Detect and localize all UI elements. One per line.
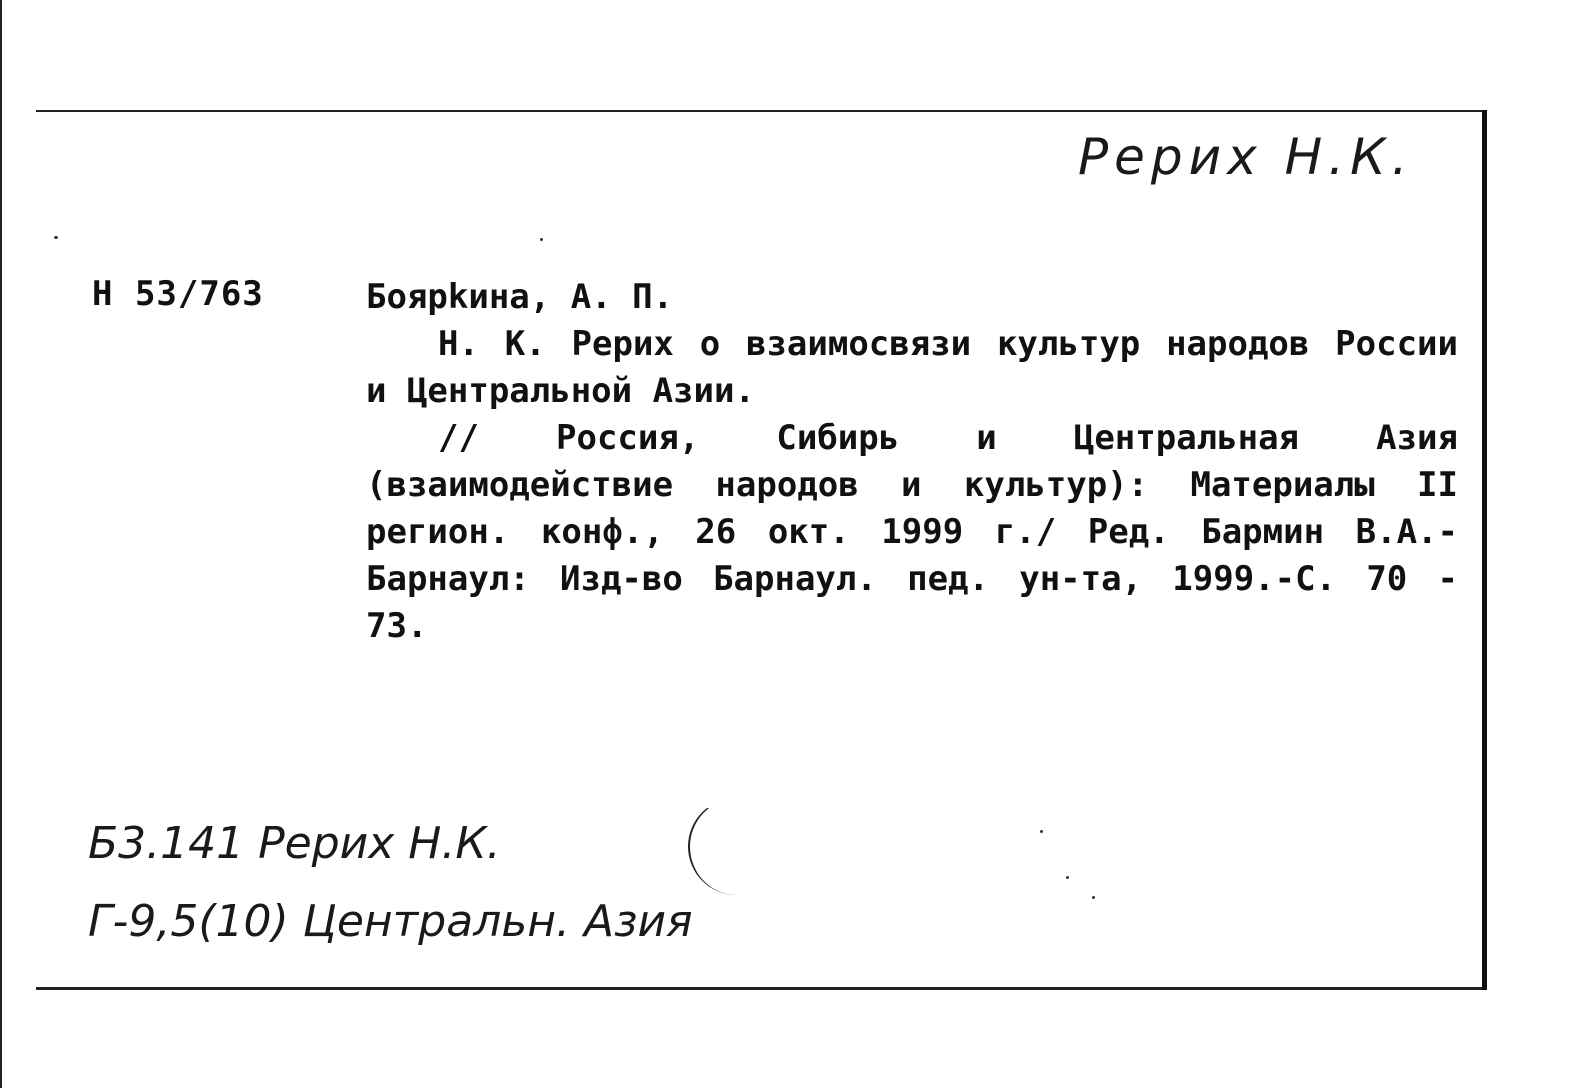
scan-speck [1040, 830, 1043, 833]
handwritten-heading: Рерих Н.К. [1078, 128, 1414, 186]
entry-source: // Россия, Сибирь и Центральная Азия (взаимодействие народов и культур): Материалы II регион. конф., 26 окт. 1999 г./ Ред. Бармин В.А.- Барнаул: Изд-во Барнаул. пед. ун-та, 1999.-С. 70 - 73. [366, 418, 1458, 646]
call-number: Н 53/763 [92, 274, 264, 314]
scan-speck [540, 238, 543, 241]
handwritten-classification: Б3.141 Рерих Н.К. [88, 818, 501, 869]
pencil-bracket-mark [688, 798, 780, 895]
card-bottom-border [36, 987, 1486, 990]
card-top-border [36, 110, 1486, 112]
entry-author: Боярkина, А. П. [366, 277, 674, 317]
card-right-border [1482, 110, 1487, 990]
page-edge [0, 0, 2, 1088]
handwritten-subject: Г-9,5(10) Центральн. Азия [88, 896, 693, 947]
bibliographic-entry [366, 274, 1458, 650]
scan-speck [54, 236, 58, 239]
scan-speck [1092, 896, 1095, 899]
scan-speck [1066, 876, 1069, 879]
entry-title: Н. К. Рерих о взаимосвязи культур народов России и Центральной Азии. [366, 324, 1458, 411]
